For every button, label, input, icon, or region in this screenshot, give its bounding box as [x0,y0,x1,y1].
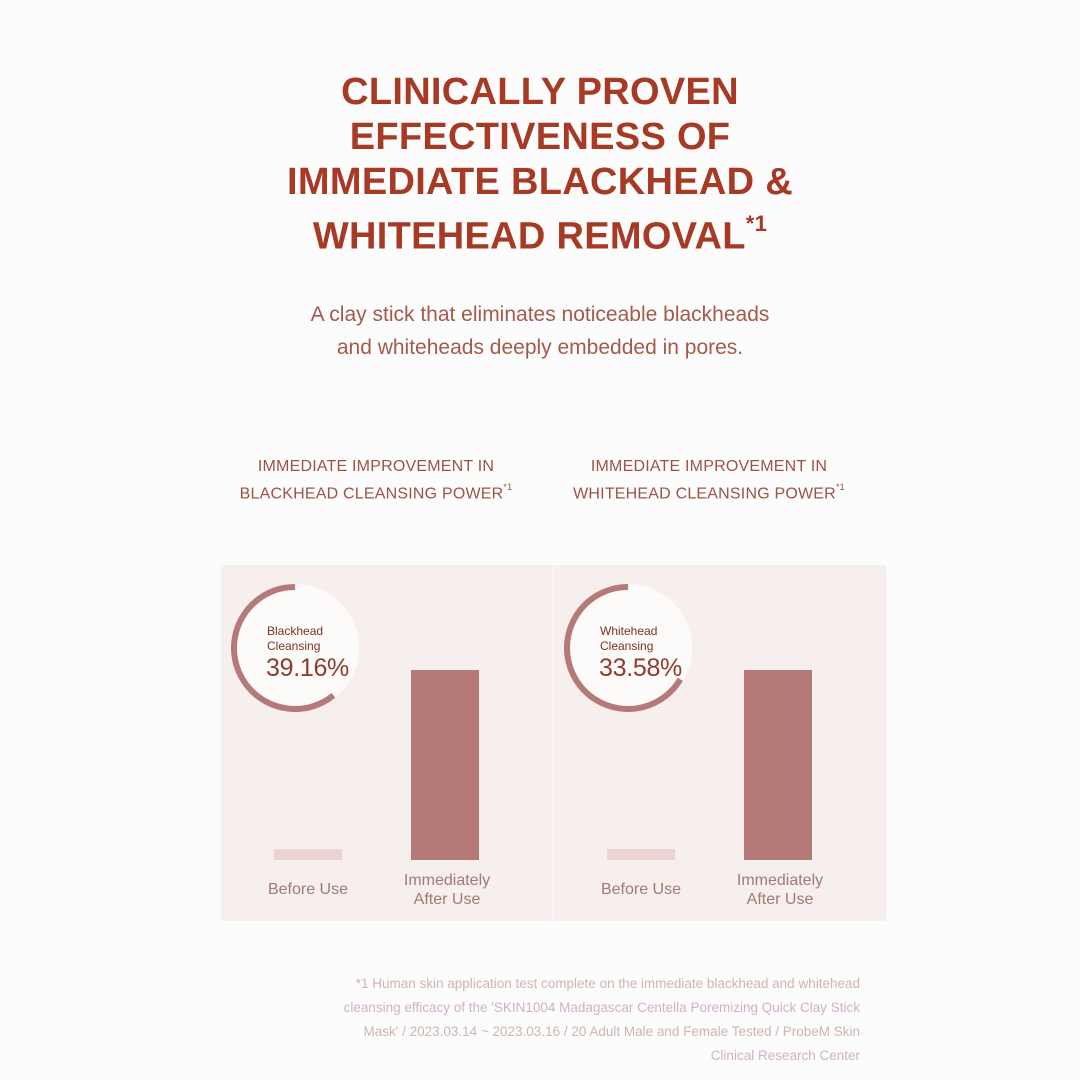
tick-label-before-use [581,880,701,899]
footnote-line: Clinical Research Center [710,1048,860,1063]
footnote-line: *1 Human skin application test complete on the immediate blackhead and whitehead [355,976,860,991]
whitehead-chart-title [543,455,875,505]
badge-value: 33.58% [599,654,682,682]
chart-title-footnote-marker: *1 [835,482,845,492]
chart-title-line: IMMEDIATE IMPROVEMENT IN [257,458,495,475]
tick-label-before-use [248,880,368,899]
chart-title-line [210,478,542,505]
chart-title-line-text: BLACKHEAD CLEANSING POWER [239,485,504,503]
blackhead-chart-panel [221,565,553,921]
chart-title-line-text: WHITEHEAD CLEANSING POWER [573,485,836,503]
badge-label-line: Whitehead [600,624,658,638]
title-line-text: WHITEHEAD REMOVAL [312,215,746,258]
page-title [0,70,1080,260]
blackhead-chart-title [210,455,542,505]
whitehead-chart-panel [554,565,886,921]
subtitle-line: and whiteheads deeply embedded in pores. [336,336,744,359]
chart-title-line [543,478,875,505]
tick-label-line: After Use [746,891,814,908]
subtitle-line: A clay stick that eliminates noticeable blackheads [310,303,770,326]
tick-label-line: Before Use [600,881,682,898]
bar-before-use [607,849,675,860]
chart-title-line: IMMEDIATE IMPROVEMENT IN [590,458,828,475]
whitehead-chart-svg [554,565,886,921]
chart-title-footnote-marker: *1 [503,482,513,492]
title-footnote-marker: *1 [745,211,768,236]
tick-label-line: Immediately [736,872,824,889]
title-line: IMMEDIATE BLACKHEAD & [287,161,793,203]
bar-immediately-after-use [411,670,479,860]
tick-label-line: Immediately [403,872,491,889]
tick-label-line: Before Use [267,881,349,898]
title-line [0,205,1080,260]
badge-value: 39.16% [266,654,349,682]
page-subtitle [0,298,1080,364]
badge-label-line: Cleansing [267,639,321,653]
blackhead-chart-svg [221,565,553,921]
bar-before-use [274,849,342,860]
bar-immediately-after-use [744,670,812,860]
footnote-line: cleansing efficacy of the 'SKIN1004 Madagascar Centella Poremizing Quick Clay Stick [343,1000,860,1015]
tick-label-line: After Use [413,891,481,908]
tick-label-immediately-after-use [387,871,507,909]
title-line: EFFECTIVENESS OF [349,116,731,158]
badge-label-line: Cleansing [600,639,654,653]
footnote-line: Mask' / 2023.03.14 ~ 2023.03.16 / 20 Adult Male and Female Tested / ProbeM Skin [363,1024,860,1039]
footnote [220,972,860,1068]
title-line: CLINICALLY PROVEN [341,71,739,113]
badge-label-line: Blackhead [267,624,324,638]
tick-label-immediately-after-use [720,871,840,909]
